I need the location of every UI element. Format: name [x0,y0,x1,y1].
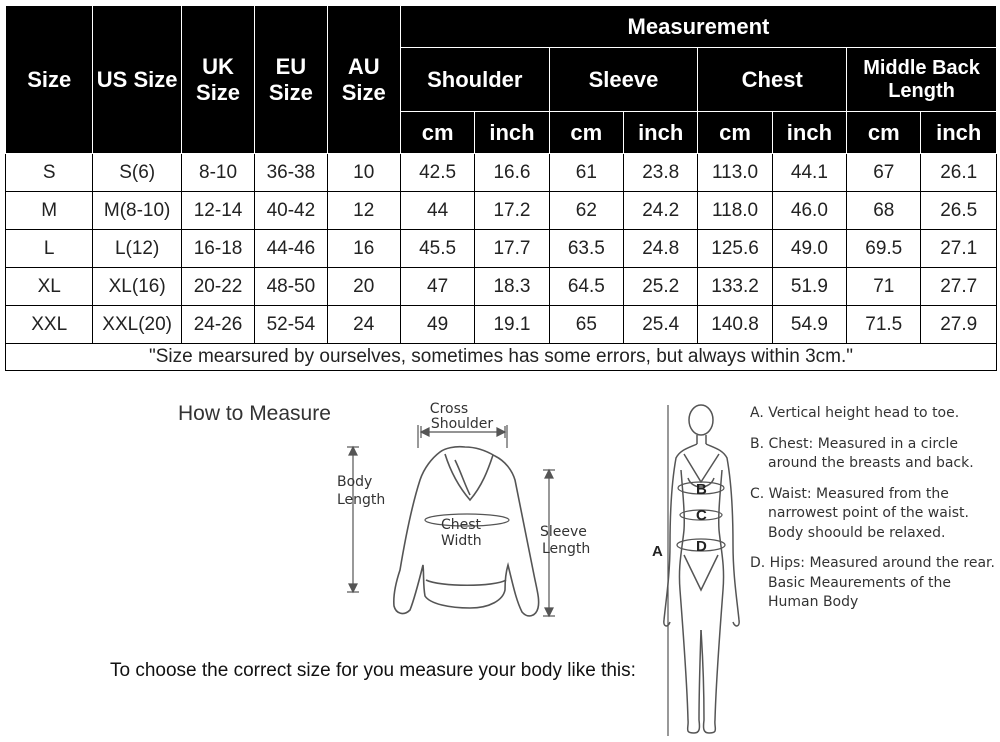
legend-item-a: A. Vertical height head to toe. [750,405,960,421]
table-cell: 118.0 [698,192,772,230]
table-cell: 20 [327,268,400,306]
table-cell: 25.2 [624,268,698,306]
header-uk-size: UK Size [181,6,254,154]
body-diagram [664,405,739,733]
unit-header: inch [475,112,549,154]
table-cell: 46.0 [772,192,846,230]
table-cell: 17.2 [475,192,549,230]
table-cell: 52-54 [255,306,327,344]
header-sleeve: Sleeve [549,48,698,112]
table-cell: 18.3 [475,268,549,306]
table-cell: L(12) [93,230,181,268]
table-cell: 44 [400,192,474,230]
label-chest: Chest [441,517,482,533]
unit-header: cm [698,112,772,154]
table-cell: XXL(20) [93,306,181,344]
table-cell: 8-10 [181,154,254,192]
table-cell: 44.1 [772,154,846,192]
table-cell: 61 [549,154,623,192]
table-cell: 54.9 [772,306,846,344]
table-cell: M(8-10) [93,192,181,230]
table-cell: 24 [327,306,400,344]
table-cell: 47 [400,268,474,306]
table-cell: 49.0 [772,230,846,268]
table-cell: 16.6 [475,154,549,192]
table-cell: 27.1 [921,230,997,268]
legend-item-b: B. Chest: Measured in a circle around the breasts and back. [750,435,974,471]
legend-item-d: D. Hips: Measured around the rear. Basic Meaurements of the Human Body [750,555,995,610]
legend-item-c: C. Waist: Measured from the narrowest point of the waist. Body shoould be relaxed. [750,485,969,541]
table-cell: 16-18 [181,230,254,268]
label-width: Width [441,533,482,549]
table-cell: 36-38 [255,154,327,192]
table-cell: 62 [549,192,623,230]
unit-header: cm [549,112,623,154]
table-cell: XL [6,268,93,306]
unit-header: inch [772,112,846,154]
table-cell: 63.5 [549,230,623,268]
table-cell: 24.8 [624,230,698,268]
table-cell: 51.9 [772,268,846,306]
label-shoulder: Shoulder [430,416,494,432]
table-cell: 12 [327,192,400,230]
table-cell: 65 [549,306,623,344]
table-cell: 16 [327,230,400,268]
label-a: A [652,543,663,560]
choose-size-instruction: To choose the correct size for you measure your body like this: [110,660,636,681]
header-au-size: AU Size [327,6,400,154]
header-measurement: Measurement [400,6,996,48]
table-cell: 19.1 [475,306,549,344]
table-cell: 17.7 [475,230,549,268]
table-cell: M [6,192,93,230]
header-eu-size: EU Size [255,6,327,154]
table-cell: 40-42 [255,192,327,230]
table-cell: 27.7 [921,268,997,306]
table-cell: L [6,230,93,268]
header-chest: Chest [698,48,847,112]
unit-header: inch [921,112,997,154]
table-cell: S [6,154,93,192]
table-cell: 48-50 [255,268,327,306]
table-cell: 26.1 [921,154,997,192]
header-size: Size [6,6,93,154]
label-d: D [696,538,707,555]
table-cell: 44-46 [255,230,327,268]
table-cell: XL(16) [93,268,181,306]
measurement-legend [750,404,995,624]
table-cell: 113.0 [698,154,772,192]
table-cell: XXL [6,306,93,344]
table-cell: 49 [400,306,474,344]
table-cell: 67 [847,154,921,192]
table-cell: 71 [847,268,921,306]
label-sleeve: Sleeve [540,524,587,540]
unit-header: inch [624,112,698,154]
table-cell: 27.9 [921,306,997,344]
table-cell: 24-26 [181,306,254,344]
table-cell: 42.5 [400,154,474,192]
table-cell: 10 [327,154,400,192]
header-shoulder: Shoulder [400,48,549,112]
table-cell: 64.5 [549,268,623,306]
label-cross: Cross [429,401,469,417]
table-cell: 68 [847,192,921,230]
measurement-note: "Size mearsured by ourselves, sometimes has some errors, but always within 3cm." [6,344,997,371]
label-sleeve-length: Length [542,541,591,557]
label-c: C [696,507,707,524]
table-cell: 12-14 [181,192,254,230]
table-cell: 25.4 [624,306,698,344]
header-us-size: US Size [93,6,181,154]
label-body-length: Length [337,492,386,508]
table-cell: 69.5 [847,230,921,268]
table-cell: 71.5 [847,306,921,344]
table-cell: S(6) [93,154,181,192]
label-body: Body [337,474,373,490]
table-cell: 20-22 [181,268,254,306]
table-cell: 45.5 [400,230,474,268]
table-cell: 133.2 [698,268,772,306]
table-cell: 26.5 [921,192,997,230]
unit-header: cm [847,112,921,154]
table-cell: 125.6 [698,230,772,268]
unit-header: cm [400,112,474,154]
header-middle-back-length: Middle Back Length [847,48,997,112]
label-b: B [696,481,707,498]
table-cell: 23.8 [624,154,698,192]
how-to-measure-title: How to Measure [178,402,331,425]
table-cell: 24.2 [624,192,698,230]
table-cell: 140.8 [698,306,772,344]
